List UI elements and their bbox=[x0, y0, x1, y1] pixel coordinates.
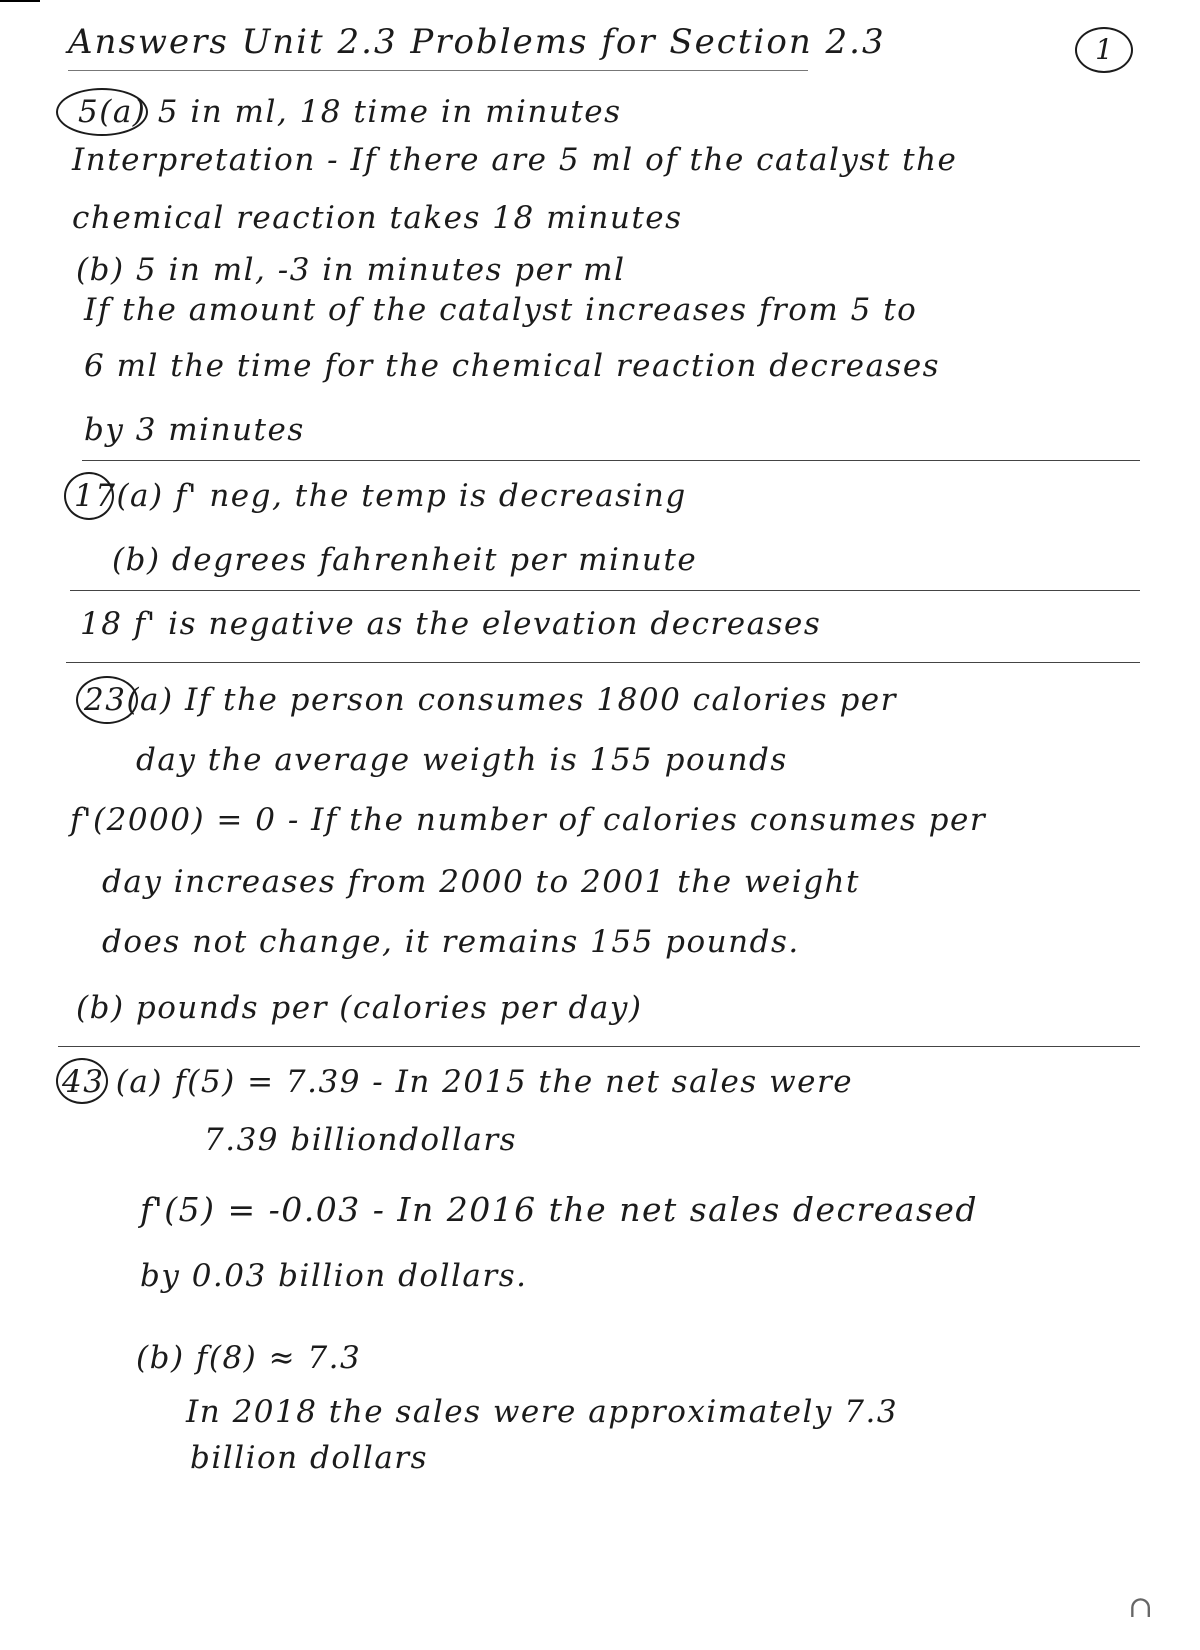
answer-line: 18 f' is negative as the elevation decreases bbox=[80, 606, 822, 642]
section-divider bbox=[58, 1046, 1140, 1047]
answer-line: (b) pounds per (calories per day) bbox=[76, 990, 643, 1026]
answer-line: (b) f(8) ≈ 7.3 bbox=[136, 1340, 362, 1376]
answer-line: day the average weigth is 155 pounds bbox=[136, 742, 788, 778]
answer-line: In 2018 the sales were approximately 7.3 bbox=[186, 1394, 899, 1430]
answer-line: 23(a) If the person consumes 1800 calories per bbox=[84, 682, 897, 718]
answer-line: does not change, it remains 155 pounds. bbox=[102, 924, 800, 960]
page-title: Answers Unit 2.3 Problems for Section 2.3 bbox=[68, 22, 886, 62]
answer-line: f'(5) = -0.03 - In 2016 the net sales decreased bbox=[140, 1190, 979, 1229]
answer-line: 6 ml the time for the chemical reaction decreases bbox=[84, 348, 941, 384]
answer-line: by 3 minutes bbox=[84, 412, 305, 448]
answer-line: (b) 5 in ml, -3 in minutes per ml bbox=[76, 252, 626, 288]
corner-scribble: ∩ bbox=[1128, 1590, 1154, 1625]
answer-line: billion dollars bbox=[190, 1440, 429, 1476]
answer-line: 17(a) f' neg, the temp is decreasing bbox=[74, 478, 687, 514]
section-divider bbox=[70, 590, 1140, 591]
answer-line: Interpretation - If there are 5 ml of the catalyst the bbox=[72, 142, 958, 178]
answer-line: 43 (a) f(5) = 7.39 - In 2015 the net sales were bbox=[62, 1064, 854, 1100]
section-divider bbox=[82, 460, 1140, 461]
answer-line: If the amount of the catalyst increases from 5 to bbox=[84, 292, 918, 328]
page-number: 1 bbox=[1075, 27, 1133, 73]
answer-line: 7.39 billiondollars bbox=[204, 1122, 518, 1158]
section-divider bbox=[66, 662, 1140, 663]
answer-line: by 0.03 billion dollars. bbox=[140, 1258, 528, 1294]
title-underline bbox=[68, 70, 808, 71]
page-corner-mark bbox=[0, 0, 40, 2]
answer-line: 5(a) 5 in ml, 18 time in minutes bbox=[78, 94, 622, 130]
answer-line: f'(2000) = 0 - If the number of calories consumes per bbox=[70, 802, 987, 838]
answer-line: chemical reaction takes 18 minutes bbox=[72, 200, 683, 236]
answer-line: (b) degrees fahrenheit per minute bbox=[112, 542, 698, 578]
answer-line: day increases from 2000 to 2001 the weight bbox=[102, 864, 860, 900]
